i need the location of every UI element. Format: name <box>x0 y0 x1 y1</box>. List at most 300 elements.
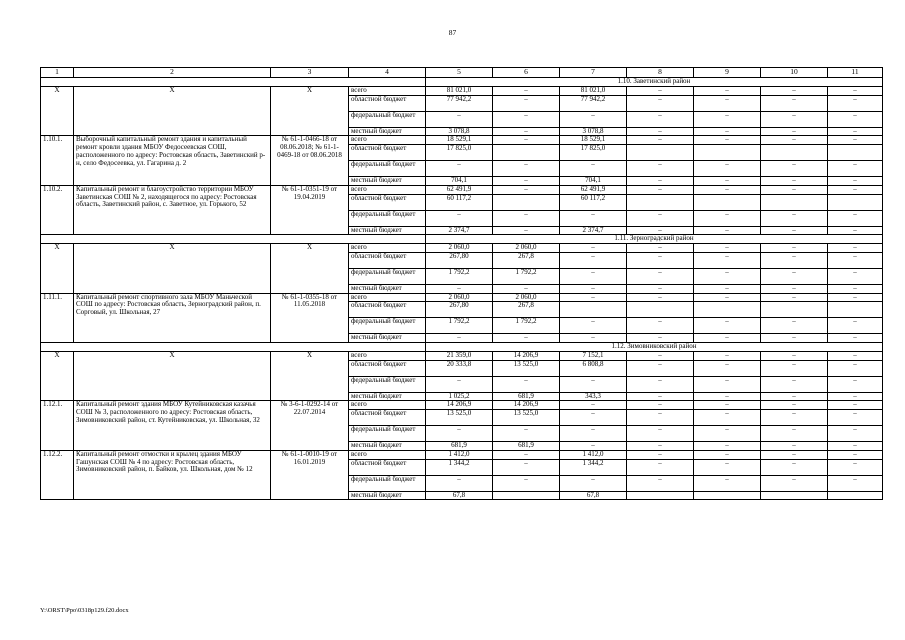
value-cell: 681,9 <box>493 392 560 401</box>
value-cell: 1 412,0 <box>426 450 493 459</box>
budget-label: областной бюджет <box>349 410 426 426</box>
value-cell: 6 808,8 <box>560 360 627 376</box>
budget-label: местный бюджет <box>349 491 426 500</box>
value-cell: 704,1 <box>560 177 627 186</box>
header-cell: 9 <box>694 68 761 78</box>
value-cell: – <box>828 127 883 136</box>
value-cell: – <box>694 244 761 253</box>
value-cell: – <box>694 426 761 442</box>
value-cell: – <box>627 177 694 186</box>
value-cell: – <box>493 127 560 136</box>
budget-label: федеральный бюджет <box>349 111 426 127</box>
value-cell: – <box>493 426 560 442</box>
value-cell: – <box>493 95 560 111</box>
value-cell: – <box>493 136 560 145</box>
value-cell: – <box>761 226 828 235</box>
value-cell: – <box>694 284 761 293</box>
budget-label: всего <box>349 87 426 96</box>
value-cell: – <box>694 226 761 235</box>
value-cell: – <box>828 185 883 194</box>
project-item-row <box>41 136 883 145</box>
value-cell <box>627 145 694 161</box>
value-cell: 81 021,0 <box>560 87 627 96</box>
value-cell: 1 412,0 <box>560 450 627 459</box>
value-cell: – <box>426 334 493 343</box>
value-cell: – <box>761 450 828 459</box>
header-cell: 8 <box>627 68 694 78</box>
budget-label: областной бюджет <box>349 459 426 475</box>
value-cell: – <box>627 226 694 235</box>
value-cell: – <box>761 284 828 293</box>
value-cell <box>694 145 761 161</box>
value-cell: – <box>560 334 627 343</box>
value-cell: 1 792,2 <box>493 268 560 284</box>
item-number: 1.10.1. <box>41 136 74 185</box>
value-cell <box>694 194 761 210</box>
value-cell: – <box>828 252 883 268</box>
value-cell: – <box>761 392 828 401</box>
value-cell <box>627 491 694 500</box>
budget-label: федеральный бюджет <box>349 475 426 491</box>
item-document: № 61-1-0466-18 от 08.06.2018; № 61-1-0469-18 от 08.06.2018 <box>271 136 349 185</box>
value-cell: – <box>828 95 883 111</box>
budget-label: всего <box>349 450 426 459</box>
value-cell <box>694 491 761 500</box>
value-cell: 13 525,0 <box>493 410 560 426</box>
header-cell: 1 <box>41 68 74 78</box>
value-cell: – <box>694 459 761 475</box>
value-cell: 14 206,9 <box>493 401 560 410</box>
value-cell: 62 491,9 <box>426 185 493 194</box>
item-number: 1.10.2. <box>41 185 74 234</box>
value-cell: – <box>493 87 560 96</box>
value-cell <box>627 194 694 210</box>
value-cell: – <box>627 244 694 253</box>
value-cell: – <box>761 268 828 284</box>
value-cell: – <box>828 442 883 451</box>
value-cell: – <box>694 95 761 111</box>
value-cell: – <box>694 185 761 194</box>
budget-label: федеральный бюджет <box>349 426 426 442</box>
value-cell: – <box>694 401 761 410</box>
value-cell: 1 344,2 <box>560 459 627 475</box>
value-cell: – <box>627 95 694 111</box>
value-cell: 2 060,0 <box>493 293 560 302</box>
value-cell <box>828 302 883 318</box>
value-cell <box>493 491 560 500</box>
value-cell: – <box>828 161 883 177</box>
value-cell: – <box>761 410 828 426</box>
value-cell: – <box>761 293 828 302</box>
value-cell: – <box>828 244 883 253</box>
value-cell: – <box>560 210 627 226</box>
value-cell: – <box>627 475 694 491</box>
value-cell: 77 942,2 <box>560 95 627 111</box>
header-cell: 5 <box>426 68 493 78</box>
value-cell: – <box>560 284 627 293</box>
value-cell: – <box>493 185 560 194</box>
item-name: Капитальный ремонт спортивного зала МБОУ Маньческой СОШ по адресу: Ростовская область, Зерноградский район, п. Сорговый, ул. Школьная, 27 <box>74 293 271 342</box>
value-cell: – <box>560 244 627 253</box>
value-cell: – <box>761 352 828 361</box>
budget-label: местный бюджет <box>349 177 426 186</box>
value-cell: – <box>694 136 761 145</box>
value-cell: – <box>493 111 560 127</box>
value-cell <box>493 145 560 161</box>
value-cell: – <box>828 459 883 475</box>
value-cell: – <box>761 401 828 410</box>
value-cell: – <box>761 376 828 392</box>
value-cell: – <box>761 252 828 268</box>
value-cell: 267,80 <box>426 252 493 268</box>
value-cell: – <box>426 475 493 491</box>
value-cell: – <box>694 352 761 361</box>
budget-label: всего <box>349 293 426 302</box>
value-cell: – <box>761 185 828 194</box>
section-title-row <box>41 343 883 352</box>
budget-label: областной бюджет <box>349 252 426 268</box>
value-cell: – <box>493 226 560 235</box>
value-cell: – <box>761 475 828 491</box>
value-cell: – <box>493 177 560 186</box>
value-cell: 267,8 <box>493 252 560 268</box>
value-cell: – <box>627 318 694 334</box>
value-cell: – <box>426 111 493 127</box>
value-cell: 14 206,9 <box>493 352 560 361</box>
header-cell: 2 <box>74 68 271 78</box>
item-name: Капитальный ремонт здания МБОУ Кутейниковская казачья СОШ № 3, расположенного по адресу: Ростовская область, Зимовниковский район, ст. Кутейниковская, ул. Школьная, 32 <box>74 401 271 450</box>
value-cell: – <box>761 87 828 96</box>
value-cell: – <box>627 185 694 194</box>
value-cell: – <box>493 450 560 459</box>
value-cell: 18 529,1 <box>560 136 627 145</box>
value-cell: – <box>627 127 694 136</box>
item-name: Х <box>74 87 271 136</box>
value-cell <box>761 194 828 210</box>
value-cell: – <box>761 177 828 186</box>
section-total-row <box>41 87 883 96</box>
value-cell: – <box>627 392 694 401</box>
section-blank-cell <box>41 343 426 352</box>
item-document: № 61-1-0010-19 от 16.01.2019 <box>271 450 349 499</box>
value-cell: – <box>694 334 761 343</box>
value-cell: – <box>828 177 883 186</box>
project-item-row <box>41 185 883 194</box>
value-cell <box>560 302 627 318</box>
value-cell: 681,9 <box>493 442 560 451</box>
value-cell: 1 792,2 <box>426 268 493 284</box>
value-cell: – <box>426 284 493 293</box>
budget-table <box>40 67 883 500</box>
value-cell: – <box>694 410 761 426</box>
value-cell: – <box>426 161 493 177</box>
value-cell: 67,8 <box>560 491 627 500</box>
value-cell: – <box>694 111 761 127</box>
value-cell: 1 025,2 <box>426 392 493 401</box>
budget-label: местный бюджет <box>349 226 426 235</box>
value-cell <box>828 194 883 210</box>
value-cell: – <box>694 268 761 284</box>
value-cell <box>627 302 694 318</box>
value-cell: – <box>627 376 694 392</box>
budget-label: областной бюджет <box>349 194 426 210</box>
value-cell <box>694 302 761 318</box>
value-cell: – <box>627 450 694 459</box>
value-cell: – <box>828 334 883 343</box>
budget-label: федеральный бюджет <box>349 210 426 226</box>
value-cell: – <box>761 318 828 334</box>
value-cell: – <box>761 426 828 442</box>
value-cell: – <box>761 459 828 475</box>
value-cell: – <box>828 352 883 361</box>
value-cell: – <box>828 210 883 226</box>
value-cell: – <box>694 161 761 177</box>
value-cell: 1 792,2 <box>426 318 493 334</box>
item-number: 1.11.1. <box>41 293 74 342</box>
value-cell: 2 374,7 <box>560 226 627 235</box>
section-title-row <box>41 78 883 87</box>
value-cell: 7 152,1 <box>560 352 627 361</box>
value-cell: – <box>694 127 761 136</box>
budget-label: всего <box>349 185 426 194</box>
value-cell: 20 333,8 <box>426 360 493 376</box>
value-cell: – <box>761 111 828 127</box>
section-title: 1.12. Зимовниковский район <box>426 343 883 352</box>
budget-label: областной бюджет <box>349 360 426 376</box>
value-cell: – <box>828 226 883 235</box>
value-cell: – <box>627 426 694 442</box>
value-cell: – <box>828 318 883 334</box>
value-cell: – <box>627 284 694 293</box>
value-cell: – <box>828 376 883 392</box>
value-cell: – <box>493 475 560 491</box>
value-cell: – <box>694 450 761 459</box>
value-cell: – <box>560 475 627 491</box>
value-cell: – <box>828 360 883 376</box>
value-cell: – <box>560 268 627 284</box>
header-cell: 4 <box>349 68 426 78</box>
footer-path: Y:\ORST\Ppo\0318p129.f20.docx <box>40 607 129 614</box>
budget-label: федеральный бюджет <box>349 161 426 177</box>
item-number: Х <box>41 352 74 401</box>
value-cell: – <box>761 136 828 145</box>
value-cell <box>828 145 883 161</box>
value-cell: 2 060,0 <box>493 244 560 253</box>
value-cell: 2 060,0 <box>426 293 493 302</box>
value-cell: – <box>426 426 493 442</box>
item-document: Х <box>271 352 349 401</box>
section-blank-cell <box>41 235 426 244</box>
value-cell: – <box>761 442 828 451</box>
value-cell: – <box>560 111 627 127</box>
value-cell: – <box>426 210 493 226</box>
value-cell: – <box>493 376 560 392</box>
budget-label: местный бюджет <box>349 127 426 136</box>
value-cell: 267,8 <box>493 302 560 318</box>
value-cell: – <box>828 87 883 96</box>
item-number: 1.12.2. <box>41 450 74 499</box>
value-cell <box>493 194 560 210</box>
value-cell: – <box>828 426 883 442</box>
value-cell: 67,8 <box>426 491 493 500</box>
budget-label: областной бюджет <box>349 95 426 111</box>
value-cell: – <box>560 410 627 426</box>
value-cell: – <box>694 318 761 334</box>
budget-label: всего <box>349 352 426 361</box>
budget-label: местный бюджет <box>349 442 426 451</box>
value-cell: 17 825,0 <box>426 145 493 161</box>
item-document: № 3-6-1-0292-14 от 22.07.2014 <box>271 401 349 450</box>
value-cell: 60 117,2 <box>426 194 493 210</box>
value-cell <box>761 145 828 161</box>
value-cell: – <box>694 87 761 96</box>
value-cell: – <box>694 293 761 302</box>
item-number: 1.12.1. <box>41 401 74 450</box>
value-cell <box>828 491 883 500</box>
value-cell: – <box>627 352 694 361</box>
value-cell: 17 825,0 <box>560 145 627 161</box>
value-cell: – <box>627 87 694 96</box>
item-number: Х <box>41 244 74 293</box>
value-cell: – <box>761 360 828 376</box>
value-cell: 1 344,2 <box>426 459 493 475</box>
value-cell: 13 525,0 <box>493 360 560 376</box>
value-cell: – <box>694 360 761 376</box>
budget-label: всего <box>349 244 426 253</box>
value-cell: – <box>627 268 694 284</box>
value-cell: – <box>493 459 560 475</box>
value-cell: 18 529,1 <box>426 136 493 145</box>
value-cell: – <box>560 401 627 410</box>
value-cell: – <box>560 293 627 302</box>
header-cell: 10 <box>761 68 828 78</box>
value-cell: 60 117,2 <box>560 194 627 210</box>
value-cell: – <box>627 401 694 410</box>
value-cell <box>761 302 828 318</box>
value-cell: – <box>694 442 761 451</box>
value-cell: – <box>761 127 828 136</box>
value-cell: – <box>828 293 883 302</box>
item-name: Х <box>74 352 271 401</box>
section-title-row <box>41 235 883 244</box>
budget-label: местный бюджет <box>349 334 426 343</box>
value-cell: – <box>627 442 694 451</box>
section-total-row <box>41 244 883 253</box>
value-cell: 14 206,9 <box>426 401 493 410</box>
header-row <box>41 68 883 78</box>
value-cell: – <box>828 268 883 284</box>
item-name: Х <box>74 244 271 293</box>
value-cell: – <box>694 376 761 392</box>
budget-label: областной бюджет <box>349 302 426 318</box>
value-cell: – <box>761 161 828 177</box>
value-cell: – <box>694 177 761 186</box>
value-cell: – <box>828 401 883 410</box>
value-cell: – <box>761 95 828 111</box>
page-number: 87 <box>448 28 457 37</box>
value-cell: – <box>560 426 627 442</box>
budget-label: федеральный бюджет <box>349 318 426 334</box>
budget-label: всего <box>349 401 426 410</box>
section-total-row <box>41 352 883 361</box>
value-cell: – <box>694 392 761 401</box>
item-number: Х <box>41 87 74 136</box>
project-item-row <box>41 450 883 459</box>
value-cell: – <box>828 392 883 401</box>
budget-label: всего <box>349 136 426 145</box>
value-cell: – <box>828 111 883 127</box>
value-cell: – <box>493 284 560 293</box>
value-cell: 3 078,8 <box>426 127 493 136</box>
value-cell: – <box>828 450 883 459</box>
value-cell: 681,9 <box>426 442 493 451</box>
value-cell: 21 359,0 <box>426 352 493 361</box>
item-document: № 61-1-0355-18 от 11.05.2018 <box>271 293 349 342</box>
value-cell: 343,3 <box>560 392 627 401</box>
value-cell: – <box>627 161 694 177</box>
value-cell: 62 491,9 <box>560 185 627 194</box>
value-cell: 3 078,8 <box>560 127 627 136</box>
section-title: 1.10. Заветинский район <box>426 78 883 87</box>
value-cell: 77 942,2 <box>426 95 493 111</box>
value-cell: 2 060,0 <box>426 244 493 253</box>
value-cell: – <box>560 376 627 392</box>
budget-label: местный бюджет <box>349 284 426 293</box>
value-cell: – <box>627 293 694 302</box>
value-cell: – <box>694 475 761 491</box>
value-cell: – <box>560 318 627 334</box>
value-cell: – <box>560 161 627 177</box>
value-cell: 267,80 <box>426 302 493 318</box>
budget-label: федеральный бюджет <box>349 376 426 392</box>
project-item-row <box>41 401 883 410</box>
value-cell: – <box>694 252 761 268</box>
value-cell: – <box>627 111 694 127</box>
value-cell: – <box>627 334 694 343</box>
item-name: Выборочный капитальный ремонт здания и капитальный ремонт кровли здания МБОУ Федосеевская СОШ, расположенного по адресу: Ростовская область, Заветинский р-н, село Федосеевка, ул. Гагарина д. 2 <box>74 136 271 185</box>
section-title: 1.11. Зерноградский район <box>426 235 883 244</box>
value-cell: – <box>627 210 694 226</box>
value-cell: – <box>627 252 694 268</box>
item-name: Капитальный ремонт отмостки и крылец здания МБОУ Гашунская СОШ № 4 по адресу: Ростовская область, Зимовниковский район, п. Байков, ул. Школьная, дом № 12 <box>74 450 271 499</box>
value-cell: – <box>560 252 627 268</box>
value-cell: – <box>493 161 560 177</box>
value-cell: – <box>761 210 828 226</box>
value-cell: 81 021,0 <box>426 87 493 96</box>
value-cell: – <box>828 410 883 426</box>
budget-label: федеральный бюджет <box>349 268 426 284</box>
header-cell: 6 <box>493 68 560 78</box>
value-cell: – <box>828 136 883 145</box>
header-cell: 11 <box>828 68 883 78</box>
item-name: Капитальный ремонт и благоустройство территории МБОУ Заветинская СОШ № 2, находящегося по адресу: Ростовская область, Заветинский район, с. Заветное, ул. Горького, 52 <box>74 185 271 234</box>
value-cell: 1 792,2 <box>493 318 560 334</box>
value-cell: – <box>627 360 694 376</box>
project-item-row <box>41 293 883 302</box>
value-cell: – <box>560 442 627 451</box>
section-blank-cell <box>41 78 426 87</box>
item-document: Х <box>271 87 349 136</box>
value-cell: – <box>627 459 694 475</box>
value-cell: – <box>694 210 761 226</box>
value-cell: – <box>828 284 883 293</box>
value-cell: 2 374,7 <box>426 226 493 235</box>
budget-label: местный бюджет <box>349 392 426 401</box>
value-cell: – <box>761 244 828 253</box>
value-cell <box>761 491 828 500</box>
value-cell: – <box>761 334 828 343</box>
value-cell: – <box>426 376 493 392</box>
